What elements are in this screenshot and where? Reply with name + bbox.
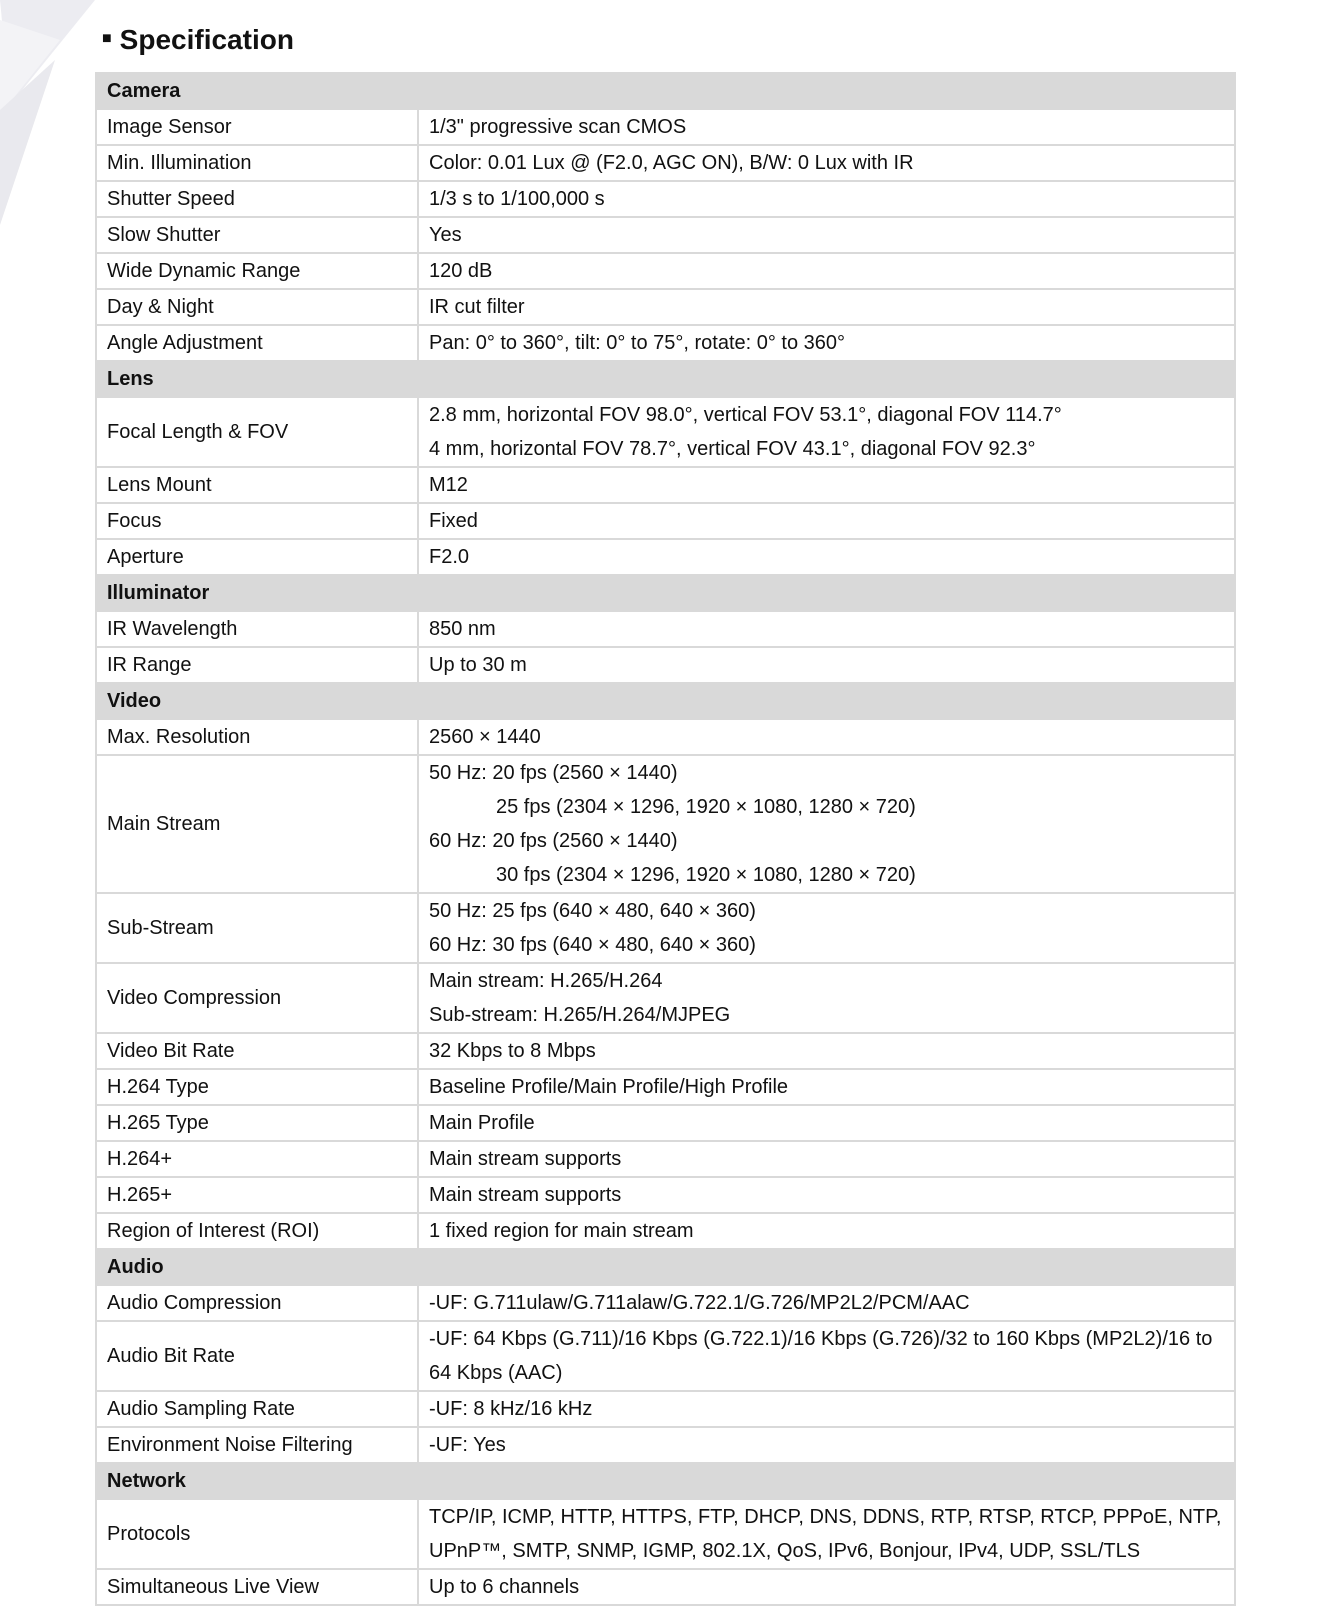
- spec-value: [418, 325, 1235, 361]
- table-row: [96, 1033, 1235, 1069]
- spec-value: [418, 1033, 1235, 1069]
- spec-value: [418, 893, 1235, 963]
- table-row: [96, 1569, 1235, 1605]
- spec-value-line: 1 fixed region for main stream: [429, 1220, 694, 1242]
- spec-value-line: Main Profile: [429, 1112, 535, 1134]
- spec-value: [418, 755, 1235, 893]
- table-row: [96, 397, 1235, 467]
- spec-label: Simultaneous Live View: [96, 1569, 418, 1605]
- table-row: [96, 145, 1235, 181]
- spec-value-line: 50 Hz: 20 fps (2560 × 1440): [429, 762, 678, 784]
- spec-label: Lens Mount: [96, 467, 418, 503]
- section-header-row: [96, 73, 1235, 109]
- spec-value-line: -UF: Yes: [429, 1434, 506, 1456]
- spec-label: Main Stream: [96, 755, 418, 893]
- spec-label: Audio Compression: [96, 1285, 418, 1321]
- spec-value-line: Up to 30 m: [429, 654, 527, 676]
- specification-table-body: [96, 73, 1235, 1605]
- spec-value: [418, 1213, 1235, 1249]
- spec-label: Region of Interest (ROI): [96, 1213, 418, 1249]
- spec-value-line: 2.8 mm, horizontal FOV 98.0°, vertical FOV 53.1°, diagonal FOV 114.7°: [429, 404, 1062, 426]
- section-header-row: [96, 575, 1235, 611]
- spec-value: [418, 109, 1235, 145]
- spec-value-line: 25 fps (2304 × 1296, 1920 × 1080, 1280 × 720): [496, 796, 916, 818]
- spec-label: H.264+: [96, 1141, 418, 1177]
- section-header: Illuminator: [96, 575, 1235, 611]
- section-header: Camera: [96, 73, 1235, 109]
- spec-value-line: 120 dB: [429, 260, 493, 282]
- spec-value-line: -UF: 64 Kbps (G.711)/16 Kbps (G.722.1)/16 Kbps (G.726)/32 to 160 Kbps (MP2L2)/16 to: [429, 1328, 1213, 1350]
- spec-value-line: UPnP™, SMTP, SNMP, IGMP, 802.1X, QoS, IPv6, Bonjour, IPv4, UDP, SSL/TLS: [429, 1540, 1141, 1562]
- table-row: [96, 539, 1235, 575]
- table-row: [96, 893, 1235, 963]
- spec-value: [418, 217, 1235, 253]
- table-row: [96, 1213, 1235, 1249]
- spec-value: [418, 719, 1235, 755]
- table-row: [96, 719, 1235, 755]
- spec-label: Shutter Speed: [96, 181, 418, 217]
- table-row: [96, 611, 1235, 647]
- spec-value: [418, 145, 1235, 181]
- table-row: [96, 1105, 1235, 1141]
- spec-value: [418, 611, 1235, 647]
- section-header-row: [96, 1249, 1235, 1285]
- section-header: Network: [96, 1463, 1235, 1499]
- spec-label: Video Compression: [96, 963, 418, 1033]
- spec-value-line: -UF: 8 kHz/16 kHz: [429, 1398, 593, 1420]
- spec-value-line: Fixed: [429, 510, 478, 532]
- spec-value-line: 32 Kbps to 8 Mbps: [429, 1040, 596, 1062]
- spec-value: [418, 1177, 1235, 1213]
- spec-label: Audio Sampling Rate: [96, 1391, 418, 1427]
- spec-value-line: 850 nm: [429, 618, 496, 640]
- spec-label: IR Range: [96, 647, 418, 683]
- spec-label: H.265 Type: [96, 1105, 418, 1141]
- spec-value: [418, 397, 1235, 467]
- spec-value: [418, 503, 1235, 539]
- spec-label: Angle Adjustment: [96, 325, 418, 361]
- spec-value-line: IR cut filter: [429, 296, 525, 318]
- spec-value-line: Main stream supports: [429, 1184, 622, 1206]
- table-row: [96, 1391, 1235, 1427]
- table-row: [96, 1285, 1235, 1321]
- spec-value-line: 4 mm, horizontal FOV 78.7°, vertical FOV 43.1°, diagonal FOV 92.3°: [429, 438, 1036, 460]
- spec-value: [418, 1427, 1235, 1463]
- spec-value-line: Main stream supports: [429, 1148, 622, 1170]
- spec-value: [418, 1391, 1235, 1427]
- spec-label: Day & Night: [96, 289, 418, 325]
- spec-value-line: 50 Hz: 25 fps (640 × 480, 640 × 360): [429, 900, 756, 922]
- section-header-row: [96, 1463, 1235, 1499]
- spec-label: Slow Shutter: [96, 217, 418, 253]
- section-header-row: [96, 361, 1235, 397]
- spec-value-line: TCP/IP, ICMP, HTTP, HTTPS, FTP, DHCP, DNS, DDNS, RTP, RTSP, RTCP, PPPoE, NTP,: [429, 1506, 1222, 1528]
- table-row: [96, 1321, 1235, 1391]
- spec-label: Audio Bit Rate: [96, 1321, 418, 1391]
- specification-table: [95, 72, 1236, 1606]
- section-header-row: [96, 683, 1235, 719]
- spec-value-line: F2.0: [429, 546, 470, 568]
- spec-label: Sub-Stream: [96, 893, 418, 963]
- table-row: [96, 963, 1235, 1033]
- section-header: Audio: [96, 1249, 1235, 1285]
- spec-label: Video Bit Rate: [96, 1033, 418, 1069]
- spec-value-line: 30 fps (2304 × 1296, 1920 × 1080, 1280 × 720): [496, 864, 916, 886]
- spec-label: Max. Resolution: [96, 719, 418, 755]
- table-row: [96, 1069, 1235, 1105]
- spec-label: Image Sensor: [96, 109, 418, 145]
- spec-value: [418, 1499, 1235, 1569]
- spec-value-line: M12: [429, 474, 468, 496]
- page-title-text: Specification: [119, 24, 294, 55]
- spec-value-line: Up to 6 channels: [429, 1576, 580, 1598]
- spec-value: [418, 1141, 1235, 1177]
- spec-value: [418, 539, 1235, 575]
- table-row: [96, 467, 1235, 503]
- spec-value: [418, 467, 1235, 503]
- spec-value-line: 60 Hz: 20 fps (2560 × 1440): [429, 830, 678, 852]
- spec-value: [418, 289, 1235, 325]
- page-title: [102, 24, 294, 56]
- spec-value-line: 64 Kbps (AAC): [429, 1362, 563, 1384]
- spec-value: [418, 647, 1235, 683]
- spec-value-line: 1/3 s to 1/100,000 s: [429, 188, 605, 210]
- table-row: [96, 289, 1235, 325]
- spec-value-line: Main stream: H.265/H.264: [429, 970, 663, 992]
- spec-value: [418, 1285, 1235, 1321]
- spec-value: [418, 1569, 1235, 1605]
- spec-value-line: 2560 × 1440: [429, 726, 541, 748]
- spec-value: [418, 1069, 1235, 1105]
- table-row: [96, 1177, 1235, 1213]
- table-row: [96, 1499, 1235, 1569]
- table-row: [96, 325, 1235, 361]
- spec-value: [418, 1105, 1235, 1141]
- table-row: [96, 1141, 1235, 1177]
- corner-logo-decoration: [0, 0, 100, 240]
- spec-value-line: Color: 0.01 Lux @ (F2.0, AGC ON), B/W: 0 Lux with IR: [429, 152, 914, 174]
- spec-label: H.264 Type: [96, 1069, 418, 1105]
- spec-label: Focal Length & FOV: [96, 397, 418, 467]
- table-row: [96, 503, 1235, 539]
- spec-label: Focus: [96, 503, 418, 539]
- spec-value-line: Sub-stream: H.265/H.264/MJPEG: [429, 1004, 731, 1026]
- title-bullet-icon: ■: [102, 30, 112, 47]
- spec-label: Environment Noise Filtering: [96, 1427, 418, 1463]
- section-header: Lens: [96, 361, 1235, 397]
- spec-value: [418, 253, 1235, 289]
- spec-value-line: Baseline Profile/Main Profile/High Profile: [429, 1076, 789, 1098]
- table-row: [96, 109, 1235, 145]
- spec-value-line: -UF: G.711ulaw/G.711alaw/G.722.1/G.726/MP2L2/PCM/AAC: [429, 1292, 970, 1314]
- table-row: [96, 755, 1235, 893]
- spec-value-line: Pan: 0° to 360°, tilt: 0° to 75°, rotate: 0° to 360°: [429, 332, 846, 354]
- section-header: Video: [96, 683, 1235, 719]
- spec-label: Min. Illumination: [96, 145, 418, 181]
- spec-value-line: 1/3" progressive scan CMOS: [429, 116, 687, 138]
- table-row: [96, 217, 1235, 253]
- spec-value: [418, 181, 1235, 217]
- spec-value-line: 60 Hz: 30 fps (640 × 480, 640 × 360): [429, 934, 756, 956]
- spec-label: Aperture: [96, 539, 418, 575]
- table-row: [96, 1427, 1235, 1463]
- spec-value: [418, 963, 1235, 1033]
- spec-label: H.265+: [96, 1177, 418, 1213]
- spec-label: IR Wavelength: [96, 611, 418, 647]
- table-row: [96, 647, 1235, 683]
- spec-value-line: Yes: [429, 224, 462, 246]
- table-row: [96, 181, 1235, 217]
- table-row: [96, 253, 1235, 289]
- spec-value: [418, 1321, 1235, 1391]
- spec-label: Protocols: [96, 1499, 418, 1569]
- spec-label: Wide Dynamic Range: [96, 253, 418, 289]
